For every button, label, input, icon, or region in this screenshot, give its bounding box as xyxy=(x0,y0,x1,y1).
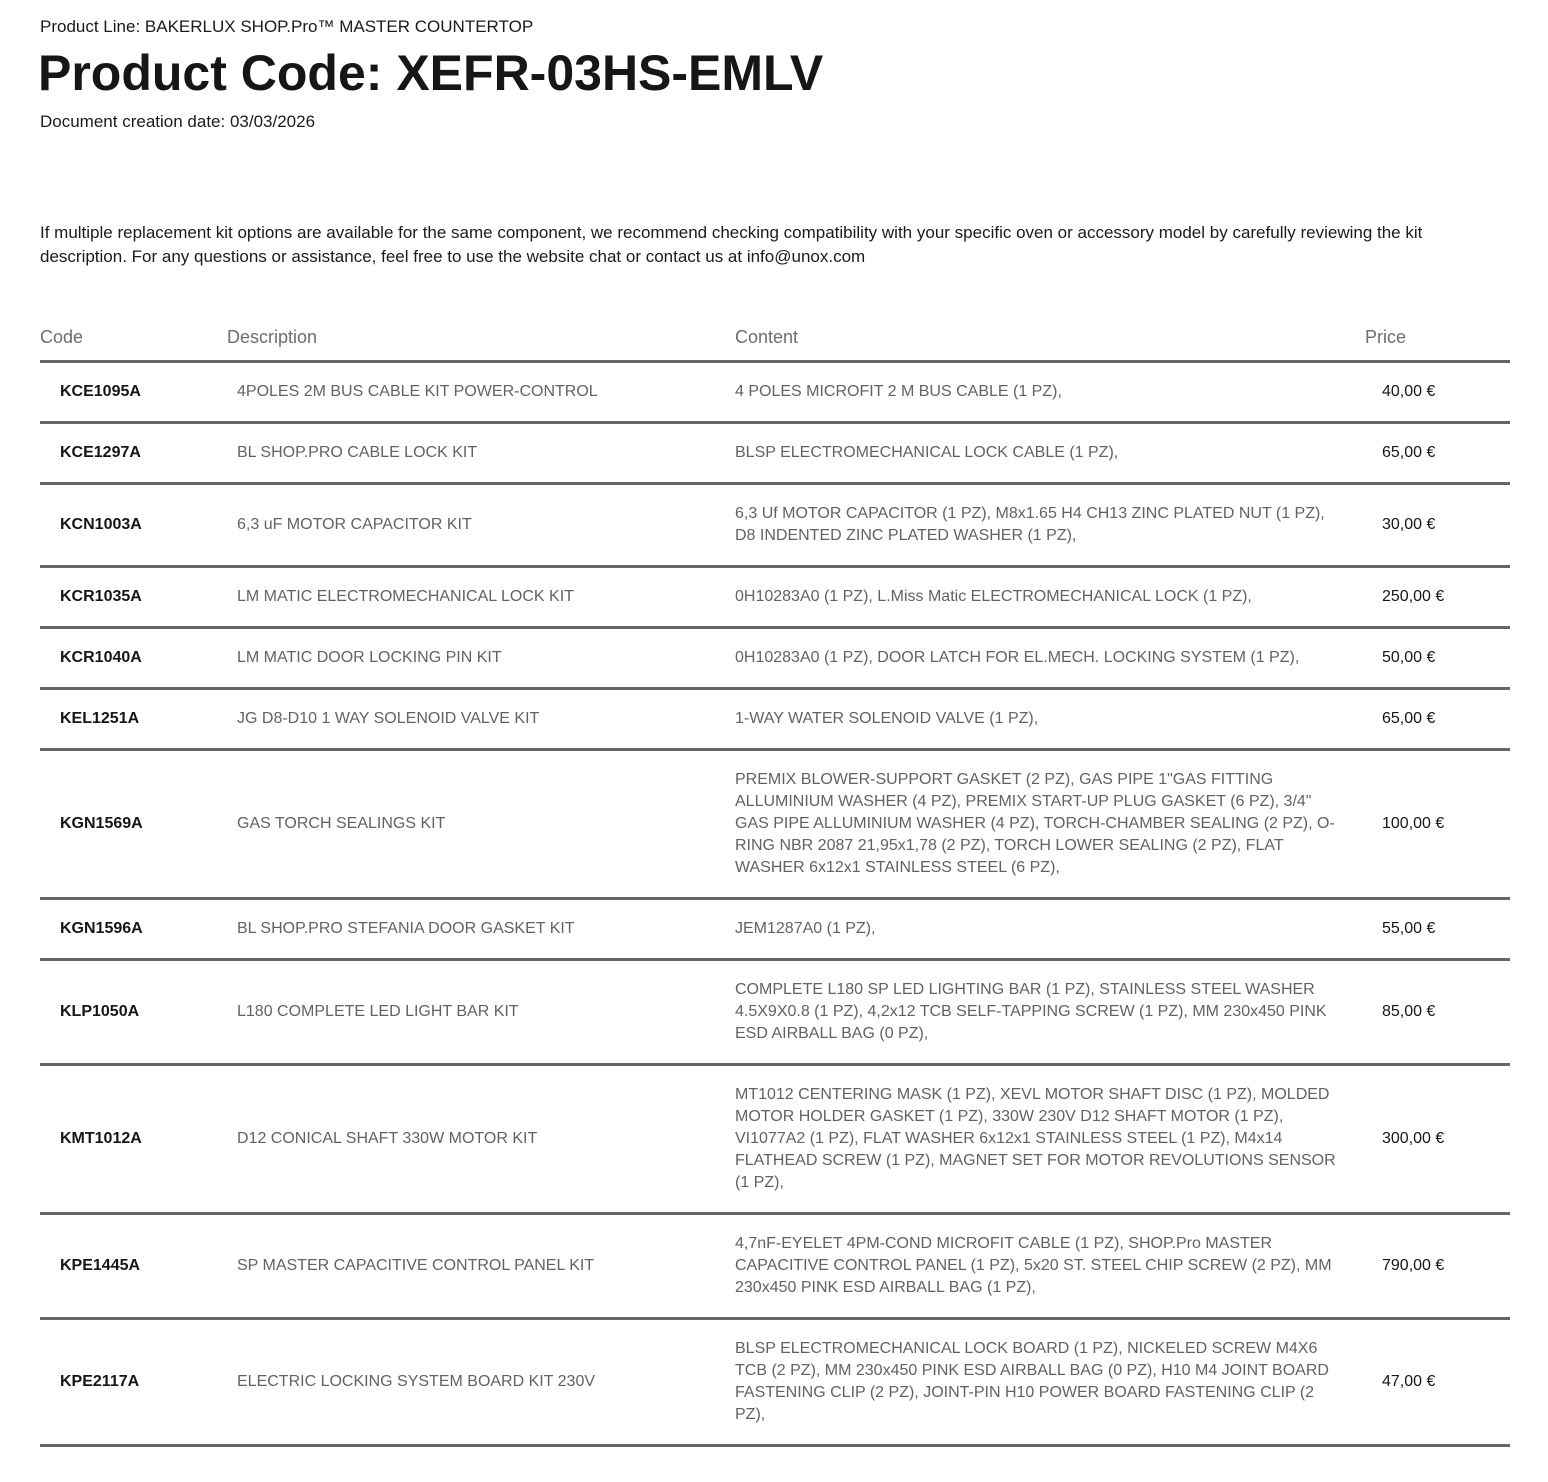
cell-description: LM MATIC DOOR LOCKING PIN KIT xyxy=(227,628,735,689)
product-line-text: Product Line: BAKERLUX SHOP.Pro™ MASTER COUNTERTOP xyxy=(40,17,534,36)
cell-content: COMPLETE L180 SP LED LIGHTING BAR (1 PZ), STAINLESS STEEL WASHER 4.5X9X0.8 (1 PZ), 4,2x12 TCB SELF-TAPPING SCREW (1 PZ), MM 230x450 PINK ESD AIRBALL BAG (0 PZ), xyxy=(735,960,1365,1065)
cell-content: PREMIX BLOWER-SUPPORT GASKET (2 PZ), GAS PIPE 1"GAS FITTING ALLUMINIUM WASHER (4 PZ), PREMIX START-UP PLUG GASKET (6 PZ), 3/4" GAS PIPE ALLUMINIUM WASHER (4 PZ), TORCH-CHAMBER SEALING (2 PZ), O-RING NBR 2087 21,95x1,78 (2 PZ), TORCH LOWER SEALING (2 PZ), FLAT WASHER 6x12x1 STAINLESS STEEL (6 PZ), xyxy=(735,750,1365,899)
table-row xyxy=(40,1214,1510,1319)
table-row xyxy=(40,628,1510,689)
cell-price: 250,00 € xyxy=(1365,567,1510,628)
cell-price: 30,00 € xyxy=(1365,484,1510,567)
cell-code: KPE2117A xyxy=(40,1319,227,1446)
cell-code: KCR1035A xyxy=(40,567,227,628)
cell-price: 50,00 € xyxy=(1365,628,1510,689)
cell-content: 0H10283A0 (1 PZ), L.Miss Matic ELECTROMECHANICAL LOCK (1 PZ), xyxy=(735,567,1365,628)
cell-description: LM MATIC ELECTROMECHANICAL LOCK KIT xyxy=(227,567,735,628)
cell-price: 790,00 € xyxy=(1365,1214,1510,1319)
document-creation-date: Document creation date: 03/03/2026 xyxy=(40,112,316,131)
cell-price: 85,00 € xyxy=(1365,960,1510,1065)
cell-code: KCE1297A xyxy=(40,423,227,484)
parts-table xyxy=(40,317,1510,1447)
cell-price: 100,00 € xyxy=(1365,750,1510,899)
cell-description: ELECTRIC LOCKING SYSTEM BOARD KIT 230V xyxy=(227,1319,735,1446)
cell-content: 4 POLES MICROFIT 2 M BUS CABLE (1 PZ), xyxy=(735,362,1365,423)
cell-price: 40,00 € xyxy=(1365,362,1510,423)
cell-code: KMT1012A xyxy=(40,1065,227,1214)
parts-table-header xyxy=(40,317,1510,362)
cell-content: 0H10283A0 (1 PZ), DOOR LATCH FOR EL.MECH. LOCKING SYSTEM (1 PZ), xyxy=(735,628,1365,689)
cell-content: MT1012 CENTERING MASK (1 PZ), XEVL MOTOR SHAFT DISC (1 PZ), MOLDED MOTOR HOLDER GASKET (1 PZ), 330W 230V D12 SHAFT MOTOR (1 PZ), VI1077A2 (1 PZ), FLAT WASHER 6x12x1 STAINLESS STEEL (1 PZ), M4x14 FLATHEAD SCREW (1 PZ), MAGNET SET FOR MOTOR REVOLUTIONS SENSOR (1 PZ), xyxy=(735,1065,1365,1214)
cell-content: BLSP ELECTROMECHANICAL LOCK CABLE (1 PZ), xyxy=(735,423,1365,484)
column-header-price: Price xyxy=(1365,317,1510,362)
header-row xyxy=(40,317,1510,362)
table-row xyxy=(40,960,1510,1065)
cell-code: KLP1050A xyxy=(40,960,227,1065)
table-row xyxy=(40,484,1510,567)
cell-content: 1-WAY WATER SOLENOID VALVE (1 PZ), xyxy=(735,689,1365,750)
cell-code: KGN1596A xyxy=(40,899,227,960)
cell-description: L180 COMPLETE LED LIGHT BAR KIT xyxy=(227,960,735,1065)
table-row xyxy=(40,750,1510,899)
cell-price: 300,00 € xyxy=(1365,1065,1510,1214)
column-header-description: Description xyxy=(227,317,735,362)
cell-description: SP MASTER CAPACITIVE CONTROL PANEL KIT xyxy=(227,1214,735,1319)
table-row xyxy=(40,1319,1510,1446)
cell-description: 4POLES 2M BUS CABLE KIT POWER-CONTROL xyxy=(227,362,735,423)
cell-code: KCE1095A xyxy=(40,362,227,423)
cell-description: GAS TORCH SEALINGS KIT xyxy=(227,750,735,899)
table-row xyxy=(40,423,1510,484)
cell-price: 65,00 € xyxy=(1365,423,1510,484)
column-header-content: Content xyxy=(735,317,1365,362)
compatibility-note: If multiple replacement kit options are available for the same component, we recommend checking compatibility with your specific oven or accessory model by carefully reviewing the kit description. For any questions or assistance, feel free to use the website chat or contact us at info@unox.com xyxy=(40,223,1423,266)
cell-content: 6,3 Uf MOTOR CAPACITOR (1 PZ), M8x1.65 H4 CH13 ZINC PLATED NUT (1 PZ), D8 INDENTED ZINC PLATED WASHER (1 PZ), xyxy=(735,484,1365,567)
cell-content: JEM1287A0 (1 PZ), xyxy=(735,899,1365,960)
page-title: Product Code: XEFR-03HS-EMLV xyxy=(38,45,824,101)
cell-code: KCN1003A xyxy=(40,484,227,567)
cell-description: 6,3 uF MOTOR CAPACITOR KIT xyxy=(227,484,735,567)
table-row xyxy=(40,899,1510,960)
parts-table-body xyxy=(40,362,1510,1446)
table-row xyxy=(40,567,1510,628)
table-row xyxy=(40,362,1510,423)
cell-content: 4,7nF-EYELET 4PM-COND MICROFIT CABLE (1 PZ), SHOP.Pro MASTER CAPACITIVE CONTROL PANEL (1 PZ), 5x20 ST. STEEL CHIP SCREW (2 PZ), MM 230x450 PINK ESD AIRBALL BAG (1 PZ), xyxy=(735,1214,1365,1319)
cell-description: JG D8-D10 1 WAY SOLENOID VALVE KIT xyxy=(227,689,735,750)
cell-price: 47,00 € xyxy=(1365,1319,1510,1446)
cell-description: BL SHOP.PRO STEFANIA DOOR GASKET KIT xyxy=(227,899,735,960)
cell-price: 65,00 € xyxy=(1365,689,1510,750)
cell-description: D12 CONICAL SHAFT 330W MOTOR KIT xyxy=(227,1065,735,1214)
cell-code: KEL1251A xyxy=(40,689,227,750)
column-header-code: Code xyxy=(40,317,227,362)
table-row xyxy=(40,1065,1510,1214)
table-row xyxy=(40,689,1510,750)
cell-code: KCR1040A xyxy=(40,628,227,689)
cell-description: BL SHOP.PRO CABLE LOCK KIT xyxy=(227,423,735,484)
cell-code: KPE1445A xyxy=(40,1214,227,1319)
cell-price: 55,00 € xyxy=(1365,899,1510,960)
cell-code: KGN1569A xyxy=(40,750,227,899)
cell-content: BLSP ELECTROMECHANICAL LOCK BOARD (1 PZ), NICKELED SCREW M4X6 TCB (2 PZ), MM 230x450 PINK ESD AIRBALL BAG (0 PZ), H10 M4 JOINT BOARD FASTENING CLIP (2 PZ), JOINT-PIN H10 POWER BOARD FASTENING CLIP (2 PZ), xyxy=(735,1319,1365,1446)
